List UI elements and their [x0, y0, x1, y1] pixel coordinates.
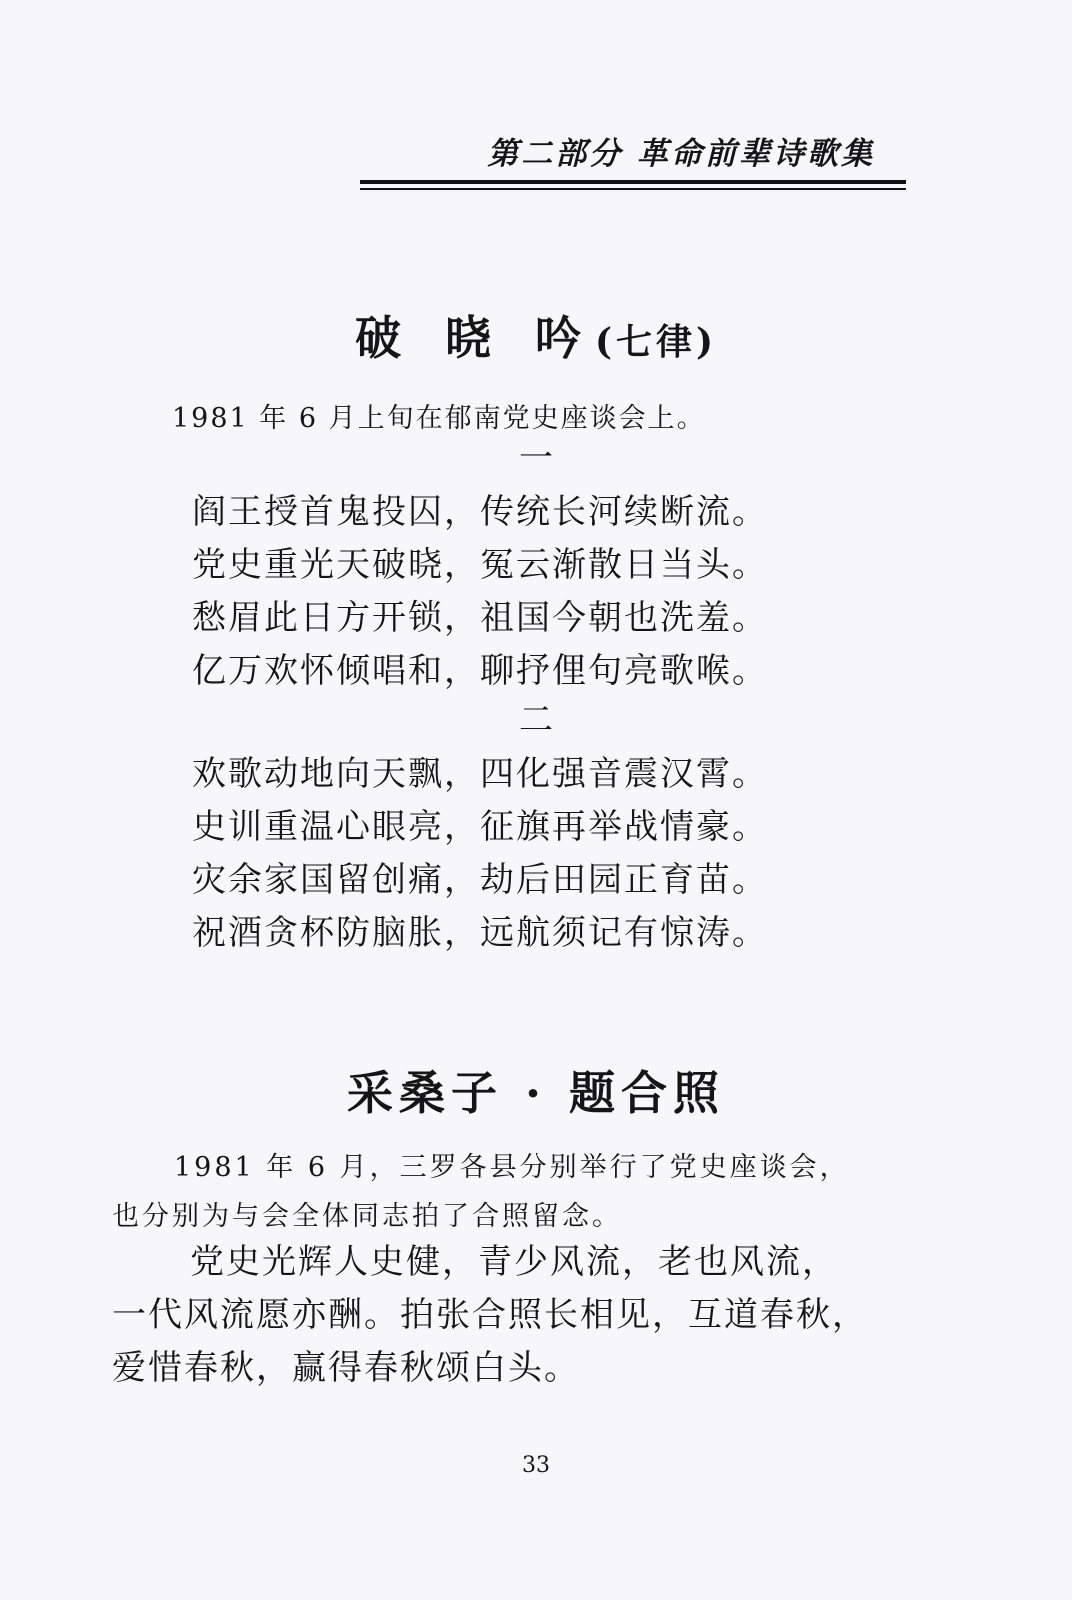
poem2-text: [112, 1236, 912, 1395]
poem2-title: 采桑子 · 题合照: [346, 1066, 726, 1120]
poem1-title-block: [0, 302, 1072, 368]
page-number: 33: [522, 1453, 550, 1478]
poem1-part2-mark: 二: [519, 700, 553, 740]
poem1-part2-verses: [192, 746, 832, 958]
verse-line: 愁眉此日方开锁，祖国今朝也洗羞。: [192, 598, 768, 638]
poem2-text-line: 一代风流愿亦酬。拍张合照长相见，互道春秋，: [112, 1295, 868, 1335]
poem1-note: 1981 年 6 月上旬在郁南党史座谈会上。: [172, 403, 706, 434]
poem2-note: [112, 1143, 912, 1241]
verse-line: 祝酒贪杯防脑胀，远航须记有惊涛。: [192, 913, 768, 953]
poem1-subtitle: (七律): [594, 321, 718, 363]
verse-line: 亿万欢怀倾唱和，聊抒俚句亮歌喉。: [192, 651, 768, 691]
verse-line: 党史重光天破晓，冤云渐散日当头。: [192, 545, 768, 585]
poem2-note-line: 1981 年 6 月，三罗各县分别举行了党史座谈会，: [174, 1152, 850, 1183]
verse-line: 阎王授首鬼投囚，传统长河续断流。: [192, 492, 768, 532]
poem2-text-line: 党史光辉人史健，青少风流，老也风流，: [190, 1242, 838, 1282]
running-header: 第二部分 革命前辈诗歌集: [487, 136, 875, 172]
header-rule-thin: [360, 188, 906, 190]
verse-line: 欢歌动地向天飘，四化强音震汉霄。: [192, 754, 768, 794]
poem1-part1-mark: 一: [519, 438, 553, 478]
poem2-note-line: 也分别为与会全体同志拍了合照留念。: [112, 1201, 622, 1232]
header-rule-thick: [360, 180, 906, 184]
poem2-text-line: 爱惜春秋，赢得春秋颂白头。: [112, 1348, 580, 1388]
poem1-title: 破 晓 吟: [354, 311, 595, 365]
poem1-part1-verses: [192, 484, 832, 696]
verse-line: 灾余家国留创痛，劫后田园正育苗。: [192, 860, 768, 900]
verse-line: 史训重温心眼亮，征旗再举战情豪。: [192, 807, 768, 847]
